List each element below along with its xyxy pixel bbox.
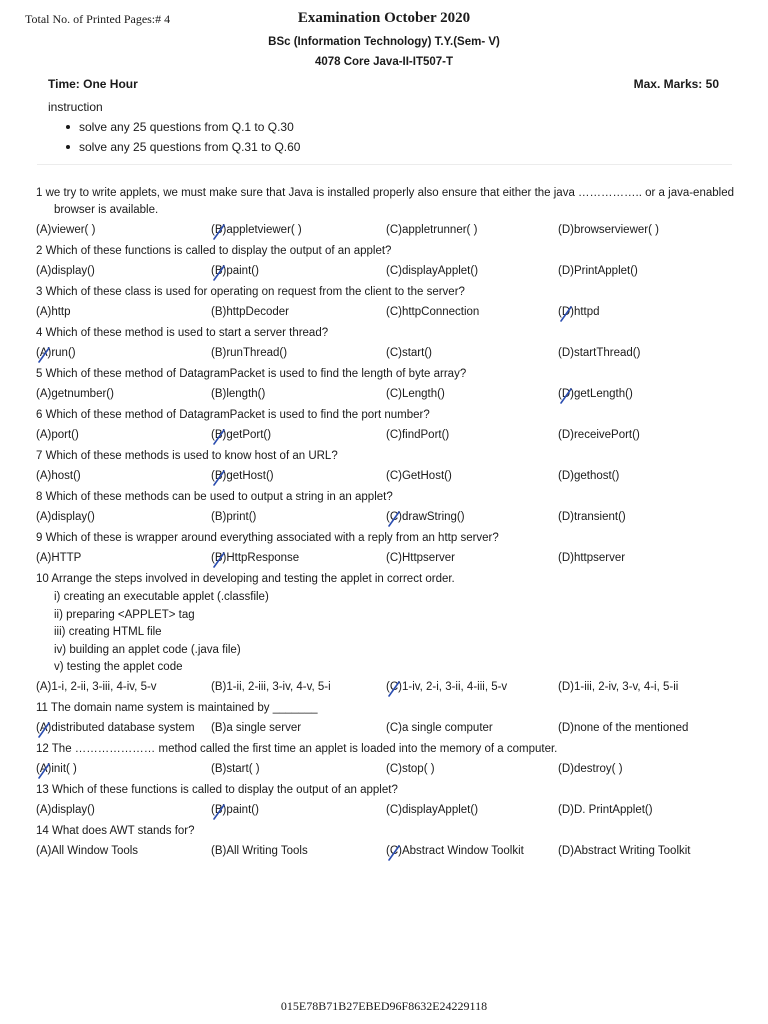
option-row bbox=[36, 718, 736, 738]
question-block bbox=[36, 325, 736, 363]
paper-code: 4078 Core Java-II-IT507-T bbox=[314, 56, 454, 68]
option-d: (D)PrintApplet() bbox=[558, 265, 638, 277]
option-b: (B)HttpResponse bbox=[211, 552, 300, 564]
option-b: (B)All Writing Tools bbox=[211, 844, 308, 857]
question-text: 13 Which of these functions is called to display the output of an applet? bbox=[36, 783, 398, 796]
question-text: 14 What does AWT stands for? bbox=[36, 824, 195, 837]
question-text: 2 Which of these functions is called to display the output of an applet? bbox=[36, 245, 392, 257]
question-block bbox=[36, 243, 736, 281]
option-d: (D)httpd bbox=[558, 306, 600, 318]
option-row bbox=[36, 548, 736, 568]
question-list bbox=[36, 182, 736, 861]
option-a: (A)display() bbox=[36, 511, 95, 523]
option-c: (C)1-iv, 2-i, 3-ii, 4-iii, 5-v bbox=[386, 680, 508, 693]
option-d: (D)browserviewer( ) bbox=[558, 224, 659, 236]
divider bbox=[37, 164, 732, 165]
option-a: (A)getnumber() bbox=[36, 388, 114, 400]
question-block bbox=[36, 823, 736, 861]
question-text: 12 The ………………… method called the first time an applet is loaded into the memory of a computer. bbox=[36, 742, 558, 755]
option-b: (B)a single server bbox=[211, 721, 302, 734]
option-b: (B)httpDecoder bbox=[211, 306, 289, 318]
option-row bbox=[36, 261, 736, 281]
question-text: 5 Which of these method of DatagramPacket is used to find the length of byte array? bbox=[36, 368, 467, 380]
instruction-item: solve any 25 questions from Q.1 to Q.30 bbox=[48, 116, 300, 136]
question-text: 9 Which of these is wrapper around everything associated with a reply from an http server? bbox=[36, 532, 499, 544]
instruction-item: solve any 25 questions from Q.31 to Q.60 bbox=[48, 136, 300, 156]
option-row bbox=[36, 302, 736, 322]
option-b: (B)getHost() bbox=[211, 470, 274, 482]
option-b: (B)1-ii, 2-iii, 3-iv, 4-v, 5-i bbox=[211, 680, 331, 693]
option-d: (D)gethost() bbox=[558, 470, 620, 482]
instruction-list bbox=[48, 116, 300, 156]
course-name: BSc (Information Technology) T.Y.(Sem- V) bbox=[268, 36, 500, 48]
exam-title: Examination October 2020 bbox=[297, 10, 471, 26]
option-d: (D)destroy( ) bbox=[558, 762, 623, 775]
question-block bbox=[36, 700, 736, 738]
option-c: (C)stop( ) bbox=[386, 762, 435, 775]
option-d: (D)getLength() bbox=[558, 388, 633, 400]
option-b: (B)start( ) bbox=[211, 762, 260, 775]
instruction-label: instruction bbox=[48, 100, 103, 114]
option-row bbox=[36, 759, 736, 779]
question-step: iii) creating HTML file bbox=[54, 626, 162, 638]
option-a: (A)HTTP bbox=[36, 552, 82, 564]
option-c: (C)GetHost() bbox=[386, 470, 452, 482]
option-row bbox=[36, 841, 736, 861]
question-block bbox=[36, 448, 736, 486]
question-block bbox=[36, 185, 736, 240]
option-a: (A)All Window Tools bbox=[36, 844, 139, 857]
question-block bbox=[36, 571, 736, 697]
question-block bbox=[36, 407, 736, 445]
option-c: (C)Httpserver bbox=[386, 552, 456, 564]
option-a: (A)port() bbox=[36, 429, 79, 441]
option-a: (A)distributed database system bbox=[36, 721, 195, 734]
option-row bbox=[36, 466, 736, 486]
option-d: (D)transient() bbox=[558, 511, 626, 523]
option-b: (B)paint() bbox=[211, 803, 259, 816]
option-d: (D)none of the mentioned bbox=[558, 721, 689, 734]
question-block bbox=[36, 530, 736, 568]
option-c: (C)drawString() bbox=[386, 511, 465, 523]
option-d: (D)receivePort() bbox=[558, 429, 640, 441]
option-row bbox=[36, 220, 736, 240]
option-row bbox=[36, 677, 736, 697]
question-text: 1 we try to write applets, we must make sure that Java is installed properly also ensure that either the java …………….. or a java-enabled browser is available. bbox=[36, 187, 734, 216]
option-a: (A)run() bbox=[36, 347, 76, 359]
option-b: (B)appletviewer( ) bbox=[211, 224, 302, 236]
question-step: v) testing the applet code bbox=[54, 661, 183, 673]
question-text: 6 Which of these method of DatagramPacket is used to find the port number? bbox=[36, 409, 430, 421]
option-d: (D)D. PrintApplet() bbox=[558, 803, 653, 816]
printed-pages-note: Total No. of Printed Pages:# 4 bbox=[25, 12, 171, 26]
option-c: (C)httpConnection bbox=[386, 306, 480, 318]
option-a: (A)host() bbox=[36, 470, 81, 482]
question-step: i) creating an executable applet (.classfile) bbox=[54, 591, 269, 603]
option-row bbox=[36, 343, 736, 363]
option-c: (C)displayApplet() bbox=[386, 803, 479, 816]
option-d: (D)startThread() bbox=[558, 347, 641, 359]
option-c: (C)appletrunner( ) bbox=[386, 224, 478, 236]
option-row bbox=[36, 384, 736, 404]
option-row bbox=[36, 800, 736, 820]
question-step: iv) building an applet code (.java file) bbox=[54, 643, 241, 656]
question-text: 11 The domain name system is maintained by _______ bbox=[36, 701, 318, 714]
question-block bbox=[36, 284, 736, 322]
option-c: (C)displayApplet() bbox=[386, 265, 479, 277]
option-a: (A)display() bbox=[36, 265, 95, 277]
option-b: (B)print() bbox=[211, 511, 257, 523]
option-d: (D)Abstract Writing Toolkit bbox=[558, 844, 691, 857]
question-block bbox=[36, 741, 736, 779]
option-b: (B)length() bbox=[211, 388, 266, 400]
question-block bbox=[36, 782, 736, 820]
max-marks: Max. Marks: 50 bbox=[633, 77, 719, 91]
option-c: (C)Length() bbox=[386, 388, 445, 400]
option-c: (C)a single computer bbox=[386, 721, 493, 734]
option-c: (C)start() bbox=[386, 347, 432, 359]
option-a: (A)http bbox=[36, 306, 71, 318]
option-c: (C)findPort() bbox=[386, 429, 450, 441]
option-b: (B)getPort() bbox=[211, 429, 272, 441]
option-c: (C)Abstract Window Toolkit bbox=[386, 844, 524, 857]
option-row bbox=[36, 507, 736, 527]
option-d: (D)httpserver bbox=[558, 552, 626, 564]
question-step: ii) preparing <APPLET> tag bbox=[54, 608, 195, 621]
exam-time: Time: One Hour bbox=[48, 77, 138, 91]
option-a: (A)init( ) bbox=[36, 762, 77, 775]
question-block bbox=[36, 489, 736, 527]
option-b: (B)paint() bbox=[211, 265, 259, 277]
footer-code: 015E78B71B27EBED96F8632E24229118 bbox=[280, 999, 488, 1013]
option-row bbox=[36, 425, 736, 445]
option-a: (A)viewer( ) bbox=[36, 224, 96, 236]
question-text: 4 Which of these method is used to start a server thread? bbox=[36, 327, 329, 339]
question-text: 7 Which of these methods is used to know host of an URL? bbox=[36, 450, 338, 462]
question-text: 8 Which of these methods can be used to output a string in an applet? bbox=[36, 491, 393, 503]
question-text: 10 Arrange the steps involved in developing and testing the applet in correct order. bbox=[36, 573, 455, 585]
option-b: (B)runThread() bbox=[211, 347, 288, 359]
option-a: (A)1-i, 2-ii, 3-iii, 4-iv, 5-v bbox=[36, 680, 157, 693]
option-d: (D)1-iii, 2-iv, 3-v, 4-i, 5-ii bbox=[558, 680, 679, 693]
question-text: 3 Which of these class is used for operating on request from the client to the server? bbox=[36, 286, 465, 298]
question-block bbox=[36, 366, 736, 404]
option-a: (A)display() bbox=[36, 803, 95, 816]
